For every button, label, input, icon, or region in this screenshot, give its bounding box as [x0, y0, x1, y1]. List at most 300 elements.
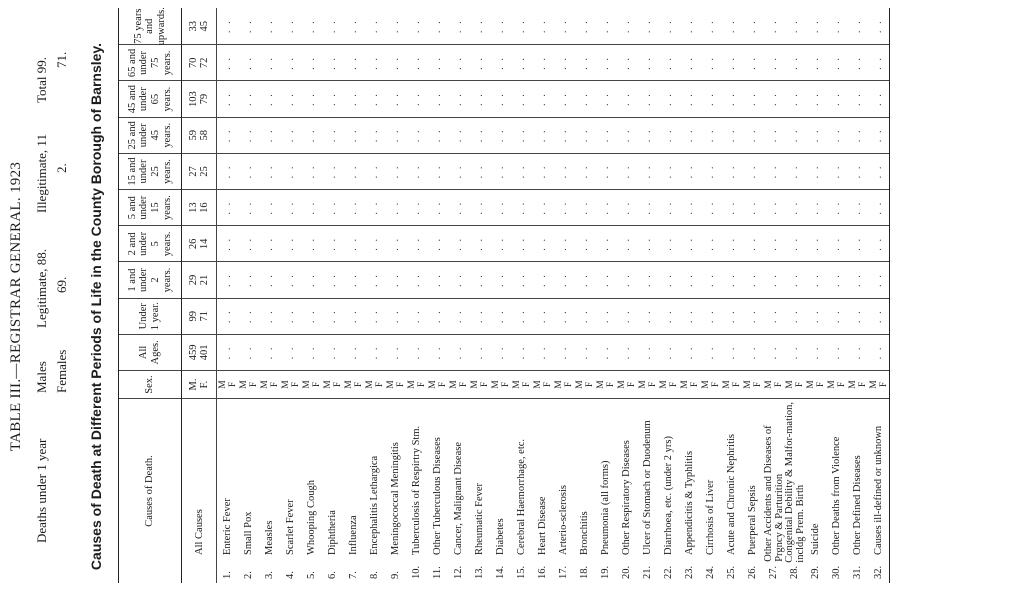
value-cell [616, 334, 637, 370]
cause-number: 9. [390, 571, 401, 579]
blank-entry-dots: . . [579, 273, 590, 287]
value-cell [595, 334, 616, 370]
table-row [742, 8, 763, 583]
blank-entry-dots: . . [642, 55, 653, 70]
blank-entry-dots: . . [600, 55, 611, 70]
blank-entry-dots: . . [852, 309, 863, 324]
table-row [826, 8, 847, 583]
blank-entry-dots: . . [768, 164, 779, 179]
table-row [595, 8, 616, 583]
value-cell [511, 225, 532, 261]
blank-entry-dots: . . [747, 55, 758, 70]
blank-entry-dots: . . [243, 55, 254, 70]
table-row [847, 8, 868, 583]
blank-entry-dots: . . [474, 273, 485, 287]
sex-value: M [406, 380, 417, 389]
blank-entry-dots: . . [558, 200, 569, 215]
blank-entry-dots: . . [705, 164, 716, 179]
cause-name: Heart Disease [537, 496, 548, 555]
value-cell [448, 334, 469, 370]
cause-number: 3. [264, 571, 275, 579]
value: 99 [188, 310, 199, 322]
blank-entry-dots: . . [264, 55, 275, 70]
sex-cell [469, 370, 490, 398]
value-cell [574, 81, 595, 117]
blank-entry-dots: . . [537, 128, 548, 143]
blank-entry-dots: . . [243, 92, 254, 107]
value: 21 [199, 274, 210, 286]
sex-value: M [805, 380, 816, 389]
sex-value: F [479, 381, 490, 388]
sex-value: M [742, 380, 753, 389]
cause-number: 30. [831, 565, 842, 579]
value: 79 [199, 93, 210, 105]
value-cell [658, 117, 679, 153]
sex-value: M [847, 380, 858, 389]
value: 33 [188, 20, 199, 32]
blank-entry-dots: . . [453, 200, 464, 215]
blank-entry-dots: . . [810, 55, 821, 70]
sex-cell [301, 370, 322, 398]
cause-name: Acute and Chronic Nephritis [726, 433, 737, 555]
blank-entry-dots: . . [747, 92, 758, 107]
value-cell [700, 117, 721, 153]
blank-entry-dots: . . [852, 236, 863, 251]
blank-entry-dots: . . [810, 128, 821, 143]
cause-name: Small Pox [243, 511, 254, 555]
value-cell [385, 261, 406, 297]
blank-entry-dots: . . [873, 164, 884, 179]
value-cell [448, 81, 469, 117]
blank-entry-dots: . . [285, 200, 296, 215]
value-cell [427, 117, 448, 153]
value-cell [217, 189, 238, 225]
value-cell [721, 117, 742, 153]
blank-entry-dots: . . [642, 345, 653, 360]
value-cell [616, 44, 637, 80]
value-cell [448, 189, 469, 225]
sex-value: F [437, 381, 448, 388]
value-cell [553, 189, 574, 225]
table-row [301, 8, 322, 583]
sex-cell [805, 370, 826, 398]
blank-entry-dots: . . [348, 273, 359, 287]
value-cell [301, 261, 322, 297]
value-cell [343, 225, 364, 261]
cause-number: 18. [579, 565, 590, 579]
blank-entry-dots: . . [264, 92, 275, 107]
blank-entry-dots: . . [684, 236, 695, 251]
value-cell [238, 261, 259, 297]
cause-name: Other Deaths from Violence [831, 436, 842, 555]
blank-entry-dots: . . [474, 164, 485, 179]
blank-entry-dots: . . [222, 55, 233, 70]
blank-entry-dots: . . [600, 236, 611, 251]
blank-entry-dots: . . [789, 55, 800, 70]
value-cell [637, 261, 658, 297]
blank-entry-dots: . . [264, 345, 275, 360]
table-row [217, 8, 238, 583]
value-cell [826, 261, 847, 297]
value-cell [784, 153, 805, 189]
blank-entry-dots: . . [327, 19, 338, 34]
blank-entry-dots: . . [873, 200, 884, 215]
value-cell [637, 81, 658, 117]
blank-entry-dots: . . [600, 273, 611, 287]
blank-entry-dots: . . [516, 273, 527, 287]
value-cell [868, 261, 889, 297]
cause-number: 15. [516, 565, 527, 579]
blank-entry-dots: . . [264, 309, 275, 324]
value-cell [427, 189, 448, 225]
blank-entry-dots: . . [747, 345, 758, 360]
value-cell [280, 153, 301, 189]
column-header: All Ages. [119, 334, 181, 370]
value-cell [742, 117, 763, 153]
blank-entry-dots: . . [495, 19, 506, 34]
cause-name: Measles [264, 520, 275, 555]
value-cell [364, 81, 385, 117]
blank-entry-dots: . . [747, 128, 758, 143]
blank-entry-dots: . . [390, 128, 401, 143]
value-cell [553, 153, 574, 189]
blank-entry-dots: . . [789, 19, 800, 34]
blank-entry-dots: . . [474, 92, 485, 107]
value-cell [364, 334, 385, 370]
blank-entry-dots: . . [306, 273, 317, 287]
blank-entry-dots: . . [768, 345, 779, 360]
value-cell [700, 298, 721, 334]
sex-value: M [280, 380, 291, 389]
summary-sex: Females [54, 349, 69, 393]
blank-entry-dots: . . [705, 273, 716, 287]
value-cell [826, 8, 847, 44]
column-header: Sex. [119, 370, 181, 398]
blank-entry-dots: . . [432, 55, 443, 70]
value-cell [238, 81, 259, 117]
value-cell [490, 189, 511, 225]
value-cell [343, 189, 364, 225]
value-cell [742, 81, 763, 117]
summary-sex: Males [34, 361, 49, 393]
blank-entry-dots: . . [306, 345, 317, 360]
value-cell [511, 117, 532, 153]
blank-entry-dots: . . [726, 309, 737, 324]
table-row [364, 8, 385, 583]
blank-entry-dots: . . [831, 345, 842, 360]
value-cell [364, 153, 385, 189]
blank-entry-dots: . . [495, 200, 506, 215]
blank-entry-dots: . . [285, 164, 296, 179]
sex-value: F [416, 381, 427, 388]
blank-entry-dots: . . [453, 55, 464, 70]
blank-entry-dots: . . [390, 19, 401, 34]
sex-cell [511, 370, 532, 398]
value-cell [259, 8, 280, 44]
blank-entry-dots: . . [327, 236, 338, 251]
value-cell [847, 8, 868, 44]
table-row [574, 8, 595, 583]
value-cell [182, 44, 216, 80]
blank-entry-dots: . . [411, 128, 422, 143]
blank-entry-dots: . . [285, 55, 296, 70]
sex-value: M [469, 380, 480, 389]
cause-name: Diabetes [495, 518, 506, 555]
value-cell [700, 8, 721, 44]
value-cell [847, 261, 868, 297]
value-cell [805, 8, 826, 44]
value-cell [574, 189, 595, 225]
cause-number: 6. [327, 571, 338, 579]
cause-number: 4. [285, 571, 296, 579]
value-cell [385, 189, 406, 225]
cause-label [826, 398, 847, 583]
value-cell [742, 189, 763, 225]
sex-value: M [700, 380, 711, 389]
value-cell [763, 189, 784, 225]
blank-entry-dots: . . [495, 273, 506, 287]
blank-entry-dots: . . [831, 92, 842, 107]
sex-value: F [584, 381, 595, 388]
summary-legit: 69. [54, 276, 69, 293]
sex-value: F [332, 381, 343, 388]
value-cell [595, 8, 616, 44]
blank-entry-dots: . . [642, 200, 653, 215]
column-header: 15 and under 25 years. [119, 153, 181, 189]
value-cell [553, 81, 574, 117]
value-cell [427, 153, 448, 189]
value-cell [826, 298, 847, 334]
blank-entry-dots: . . [222, 92, 233, 107]
sex-value: M [238, 380, 249, 389]
cause-number: 27. [768, 565, 779, 579]
value: 16 [199, 202, 210, 213]
value: 72 [199, 57, 210, 69]
value-cell [427, 44, 448, 80]
blank-entry-dots: . . [600, 200, 611, 215]
blank-entry-dots: . . [474, 19, 485, 34]
cause-label [616, 398, 637, 583]
value-cell [553, 117, 574, 153]
value-cell [448, 225, 469, 261]
blank-entry-dots: . . [222, 128, 233, 143]
value-cell [721, 44, 742, 80]
value: 14 [199, 238, 210, 250]
value-cell [553, 8, 574, 44]
blank-entry-dots: . . [327, 55, 338, 70]
sex-value: F [500, 381, 511, 388]
value-cell [805, 261, 826, 297]
sex-value: F [227, 381, 238, 388]
blank-entry-dots: . . [873, 345, 884, 360]
cause-name: Congenital Debility & Malfor-mation, incldg Prem. Birth [783, 401, 806, 563]
value-cell [574, 44, 595, 80]
table-header-row [119, 8, 182, 583]
value-cell [511, 153, 532, 189]
sex-cell [784, 370, 805, 398]
blank-entry-dots: . . [852, 55, 863, 70]
cause-label [679, 398, 700, 583]
value-cell [679, 261, 700, 297]
blank-entry-dots: . . [306, 92, 317, 107]
column-header: 2 and under 5 years. [119, 225, 181, 261]
blank-entry-dots: . . [453, 164, 464, 179]
value-cell [322, 298, 343, 334]
blank-entry-dots: . . [306, 236, 317, 251]
blank-entry-dots: . . [663, 55, 674, 70]
blank-entry-dots: . . [852, 164, 863, 179]
value-cell [511, 81, 532, 117]
cause-number: 23. [684, 565, 695, 579]
blank-entry-dots: . . [243, 164, 254, 179]
value-cell [826, 81, 847, 117]
summary-total: Total 99. [34, 56, 49, 103]
blank-entry-dots: . . [390, 55, 401, 70]
blank-entry-dots: . . [600, 128, 611, 143]
blank-entry-dots: . . [306, 128, 317, 143]
blank-entry-dots: . . [411, 164, 422, 179]
all-causes-label: All Causes [193, 509, 205, 555]
blank-entry-dots: . . [768, 309, 779, 324]
blank-entry-dots: . . [411, 345, 422, 360]
table-row [280, 8, 301, 583]
value-cell [280, 44, 301, 80]
cause-number: 20. [621, 565, 632, 579]
blank-entry-dots: . . [411, 55, 422, 70]
blank-entry-dots: . . [327, 273, 338, 287]
value: 70 [188, 57, 199, 69]
blank-entry-dots: . . [474, 128, 485, 143]
blank-entry-dots: . . [621, 236, 632, 251]
blank-entry-dots: . . [516, 19, 527, 34]
sex-value: F [647, 381, 658, 388]
blank-entry-dots: . . [852, 128, 863, 143]
sex-cell [182, 370, 216, 398]
blank-entry-dots: . . [222, 309, 233, 324]
cause-label [805, 398, 826, 583]
value-cell [490, 117, 511, 153]
value-cell [322, 8, 343, 44]
blank-entry-dots: . . [558, 55, 569, 70]
value-cell [182, 81, 216, 117]
table-title: TABLE III.—REGISTRAR GENERAL. 1923 [8, 161, 24, 452]
blank-entry-dots: . . [327, 128, 338, 143]
blank-entry-dots: . . [411, 273, 422, 287]
value-cell [301, 117, 322, 153]
cause-number: 21. [642, 565, 653, 579]
sex-cell [847, 370, 868, 398]
blank-entry-dots: . . [663, 200, 674, 215]
sex-value: F [374, 381, 385, 388]
value-cell [616, 298, 637, 334]
summary-illegit: Illegitimate, 11 [34, 134, 49, 213]
value-cell [217, 44, 238, 80]
sex-value: M. [188, 378, 199, 391]
blank-entry-dots: . . [285, 19, 296, 34]
value-cell [343, 153, 364, 189]
cause-number: 8. [369, 571, 380, 579]
sex-cell [238, 370, 259, 398]
cause-label [217, 398, 238, 583]
blank-entry-dots: . . [684, 19, 695, 34]
blank-entry-dots: . . [390, 273, 401, 287]
blank-entry-dots: . . [369, 345, 380, 360]
value-cell [406, 8, 427, 44]
value-cell [679, 44, 700, 80]
blank-entry-dots: . . [222, 273, 233, 287]
all-causes-row [182, 8, 217, 583]
value-cell [217, 261, 238, 297]
table-row [322, 8, 343, 583]
value-cell [469, 225, 490, 261]
value-cell [532, 8, 553, 44]
blank-entry-dots: . . [726, 55, 737, 70]
value-cell [301, 153, 322, 189]
blank-entry-dots: . . [243, 200, 254, 215]
blank-entry-dots: . . [705, 200, 716, 215]
blank-entry-dots: . . [747, 309, 758, 324]
value-cell [343, 334, 364, 370]
blank-entry-dots: . . [831, 19, 842, 34]
value-cell [595, 117, 616, 153]
value-cell [847, 334, 868, 370]
value-cell [280, 8, 301, 44]
table-row [448, 8, 469, 583]
blank-entry-dots: . . [663, 92, 674, 107]
value-cell [721, 298, 742, 334]
blank-entry-dots: . . [495, 236, 506, 251]
value-cell [385, 153, 406, 189]
blank-entry-dots: . . [558, 128, 569, 143]
value-cell [406, 334, 427, 370]
table-row [679, 8, 700, 583]
blank-entry-dots: . . [558, 345, 569, 360]
blank-entry-dots: . . [495, 92, 506, 107]
sex-value: F [626, 381, 637, 388]
cause-label [322, 398, 343, 583]
value-cell [469, 189, 490, 225]
value-cell [784, 334, 805, 370]
value-cell [637, 117, 658, 153]
blank-entry-dots: . . [579, 164, 590, 179]
blank-entry-dots: . . [684, 92, 695, 107]
value-cell [532, 261, 553, 297]
blank-entry-dots: . . [390, 200, 401, 215]
cause-number: 19. [600, 565, 611, 579]
blank-entry-dots: . . [537, 309, 548, 324]
summary-total: 71. [54, 51, 69, 68]
blank-entry-dots: . . [768, 92, 779, 107]
blank-entry-dots: . . [768, 236, 779, 251]
value-cell [595, 153, 616, 189]
value-cell [868, 298, 889, 334]
blank-entry-dots: . . [705, 309, 716, 324]
blank-entry-dots: . . [432, 273, 443, 287]
cause-label [343, 398, 364, 583]
sex-value: M [322, 380, 333, 389]
blank-entry-dots: . . [285, 273, 296, 287]
value-cell [427, 261, 448, 297]
table-row [406, 8, 427, 583]
value-cell [259, 153, 280, 189]
sex-value: F [269, 381, 280, 388]
value-cell [553, 225, 574, 261]
value: 103 [188, 91, 199, 107]
blank-entry-dots: . . [705, 345, 716, 360]
blank-entry-dots: . . [726, 92, 737, 107]
sex-value: M [259, 380, 270, 389]
cause-rows [217, 8, 889, 583]
